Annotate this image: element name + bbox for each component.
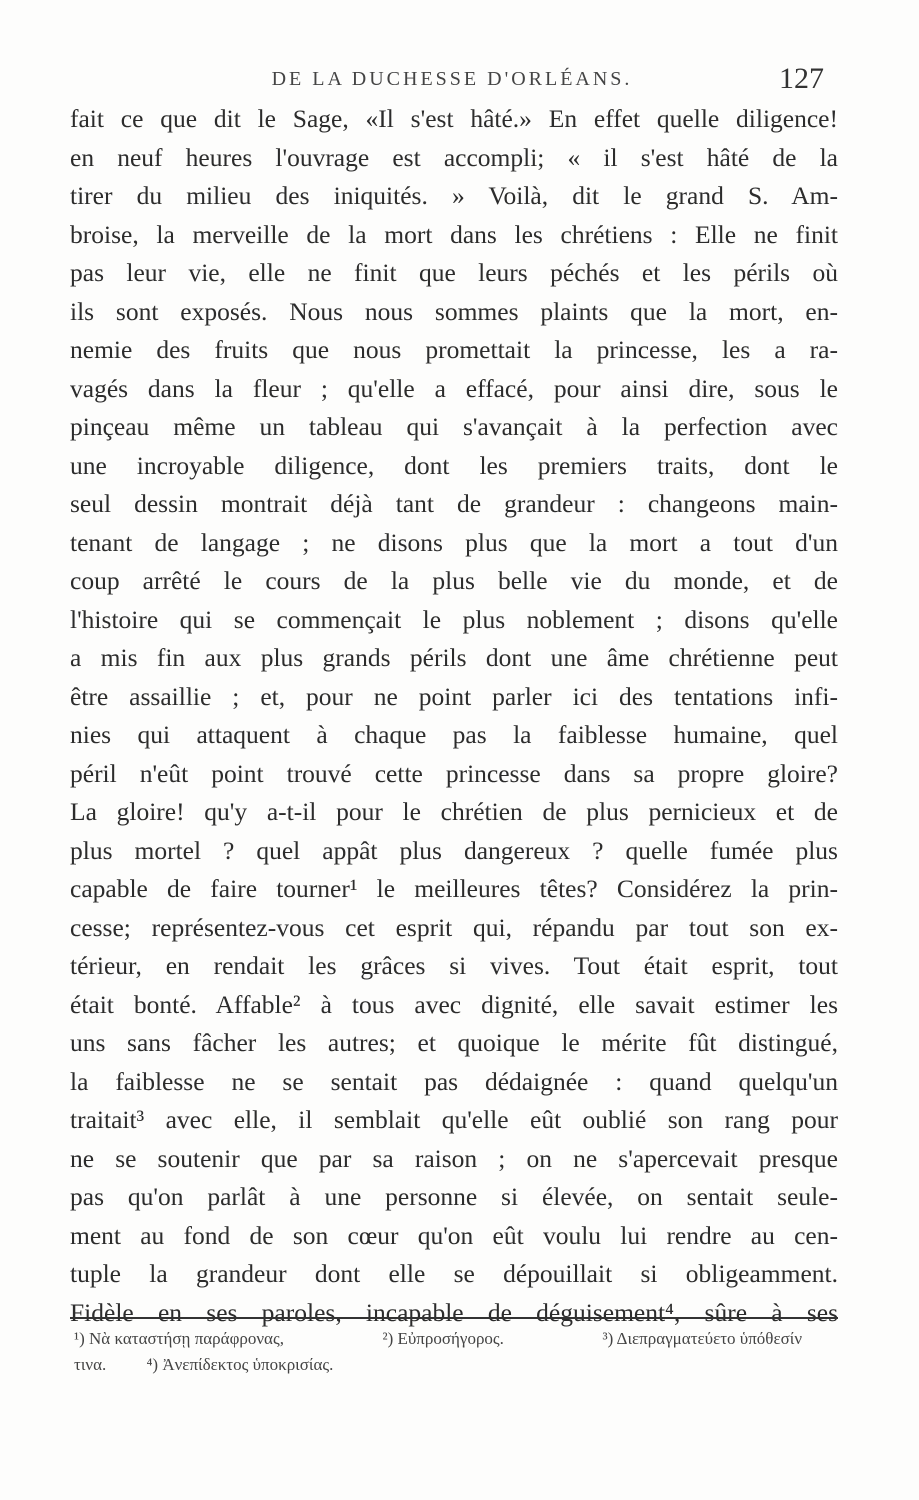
text-line: tuple la grandeur dont elle se dépouillait si obligeamment. xyxy=(70,1259,838,1288)
text-line: térieur, en rendait les grâces si vives. Tout était esprit, tout xyxy=(70,951,838,980)
text-line: cesse; représentez-vous cet esprit qui, répandu par tout son ex- xyxy=(70,912,838,942)
text-line: fait ce que dit le Sage, «Il s'est hâté.» En effet quelle diligence! xyxy=(70,104,838,133)
running-head xyxy=(72,62,832,96)
page-number: 127 xyxy=(779,62,824,95)
text-line: tirer du milieu des iniquités. » Voilà, dit le grand S. Am- xyxy=(70,181,838,210)
body-text xyxy=(70,100,838,1332)
text-line: pas qu'on parlât à une personne si élevée, on sentait seule- xyxy=(70,1182,838,1211)
text-line: être assaillie ; et, pour ne point parler ici des tentations infi- xyxy=(70,681,838,711)
text-line: tenant de langage ; ne disons plus que la mort a tout d'un xyxy=(70,527,838,557)
footnote-line xyxy=(74,1352,838,1378)
text-line: a mis fin aux plus grands périls dont une âme chrétienne peut xyxy=(70,643,838,672)
footnote-rule xyxy=(70,1317,838,1319)
running-head-title: DE LA DUCHESSE D'ORLÉANS. xyxy=(271,68,633,90)
footnote-2: ²) Εὐπροσήγορος. xyxy=(382,1329,504,1348)
text-line: la faiblesse ne se sentait pas dédaignée : quand quelqu'un xyxy=(70,1066,838,1096)
text-line: péril n'eût point trouvé cette princesse dans sa propre gloire? xyxy=(70,758,838,788)
text-line: broise, la merveille de la mort dans les chrétiens : Elle ne finit xyxy=(70,219,838,249)
text-line: pinçeau même un tableau qui s'avançait à la perfection avec xyxy=(70,412,838,441)
text-line: seul dessin montrait déjà tant de grandeur : changeons main- xyxy=(70,489,838,518)
footnote-1: ¹) Νὰ καταστήσῃ παράφρονας, xyxy=(74,1329,284,1348)
text-line: uns sans fâcher les autres; et quoique le mérite fût distingué, xyxy=(70,1028,838,1057)
text-line: ne se soutenir que par sa raison ; on ne s'apercevait presque xyxy=(70,1143,838,1173)
text-line: plus mortel ? quel appât plus dangereux ? quelle fumée plus xyxy=(70,835,838,865)
text-line: traitait³ avec elle, il semblait qu'elle eût oublié son rang pour xyxy=(70,1105,838,1134)
footnotes xyxy=(74,1326,838,1378)
text-line: une incroyable diligence, dont les premiers traits, dont le xyxy=(70,450,838,480)
text-line: pas leur vie, elle ne finit que leurs péchés et les périls où xyxy=(70,258,838,287)
footnote-line xyxy=(74,1326,838,1352)
text-line: ils sont exposés. Nous nous sommes plaints que la mort, en- xyxy=(70,296,838,326)
footnote-3: ³) Διεπραγματεύετο ὑπόθεσίν xyxy=(602,1329,803,1348)
text-line: vagés dans la fleur ; qu'elle a effacé, pour ainsi dire, sous le xyxy=(70,373,838,403)
text-line: La gloire! qu'y a-t-il pour le chrétien de plus pernicieux et de xyxy=(70,797,838,826)
footnote-4: ⁴) Ἀνεπίδεκτος ὑποκρισίας. xyxy=(146,1355,334,1374)
text-line: Fidèle en ses paroles, incapable de déguisement⁴, sûre à ses xyxy=(70,1297,838,1327)
text-line: capable de faire tourner¹ le meilleures têtes? Considérez la prin- xyxy=(70,874,838,903)
text-line: ment au fond de son cœur qu'on eût voulu lui rendre au cen- xyxy=(70,1220,838,1250)
text-line: nemie des fruits que nous promettait la princesse, les a ra- xyxy=(70,335,838,364)
text-line: en neuf heures l'ouvrage est accompli; « il s'est hâté de la xyxy=(70,142,838,172)
text-line: coup arrêté le cours de la plus belle vie du monde, et de xyxy=(70,566,838,595)
footnote-3-continued: τινα. xyxy=(74,1355,107,1374)
text-line: nies qui attaquent à chaque pas la faiblesse humaine, quel xyxy=(70,720,838,749)
text-line: l'histoire qui se commençait le plus noblement ; disons qu'elle xyxy=(70,604,838,634)
text-line: était bonté. Affable² à tous avec dignité, elle savait estimer les xyxy=(70,989,838,1019)
